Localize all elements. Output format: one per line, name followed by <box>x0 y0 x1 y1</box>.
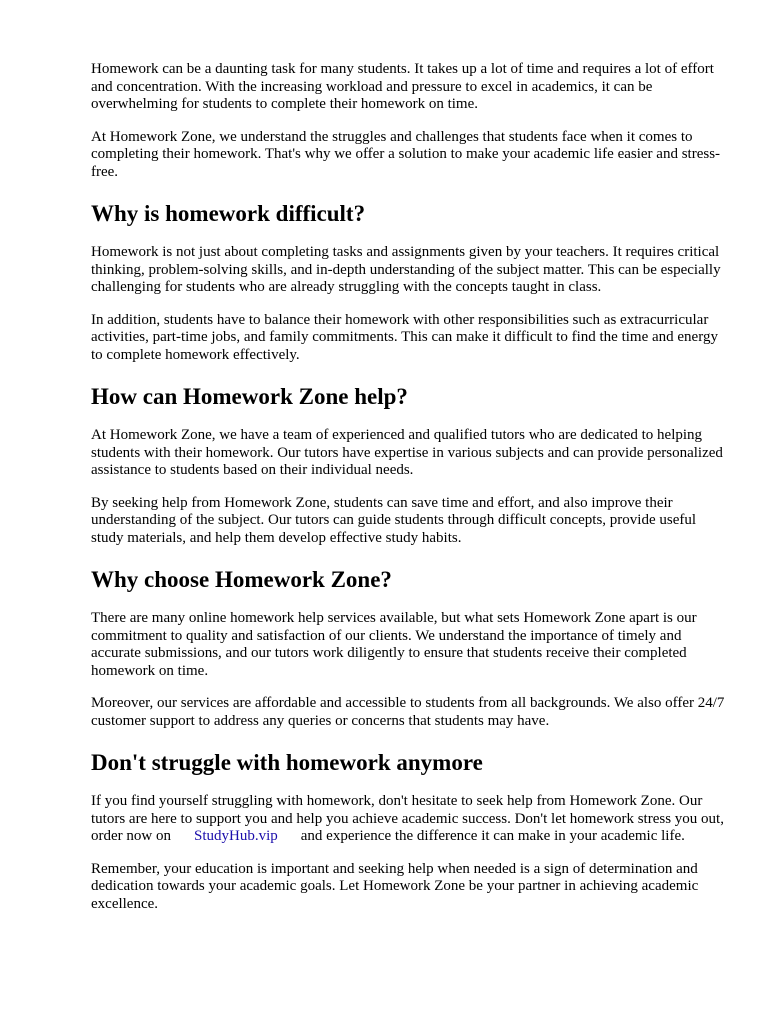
paragraph-difficult-2: In addition, students have to balance their homework with other responsibilities such as extracurricular activities, part-time jobs, and family commitments. This can make it difficult to find the time and energy to complete homework effectively. <box>91 311 718 363</box>
paragraph-struggle-1 <box>91 793 728 846</box>
paragraph-help-1: At Homework Zone, we have a team of experienced and qualified tutors who are dedicated to helping students with their homework. Our tutors have expertise in various subjects and can provide personalized assistance to students based on their individual needs. <box>91 427 723 478</box>
paragraph-help-2: By seeking help from Homework Zone, students can save time and effort, and also improve their understanding of the subject. Our tutors can guide students through difficult concepts, provide useful study materials, and help them develop effective study habits. <box>91 494 697 546</box>
studyhub-link[interactable]: StudyHub.vip <box>193 828 278 844</box>
heading-why-choose: Why choose Homework Zone? <box>91 567 392 592</box>
paragraph-struggle-2: Remember, your education is important and seeking help when needed is a sign of determination and dedication towards your academic goals. Let Homework Zone be your partner in achieving academic excellence. <box>91 860 699 912</box>
heading-why-difficult: Why is homework difficult? <box>91 201 366 226</box>
paragraph-difficult-1: Homework is not just about completing tasks and assignments given by your teachers. It requires critical thinking, problem-solving skills, and in-depth understanding of the subject matter. This can be especially challenging for students who are already struggling with the concepts taught in class. <box>91 244 721 295</box>
paragraph-choose-1: There are many online homework help services available, but what sets Homework Zone apart is our commitment to quality and satisfaction of our clients. We understand the importance of timely and accurate submissions, and our tutors work diligently to ensure that students receive their completed homework on time. <box>91 610 697 679</box>
heading-dont-struggle: Don't struggle with homework anymore <box>91 750 483 775</box>
paragraph-struggle-text-after: and experience the difference it can make in your academic life. <box>300 828 685 844</box>
heading-how-help: How can Homework Zone help? <box>91 384 408 409</box>
paragraph-intro-2: At Homework Zone, we understand the struggles and challenges that students face when it comes to completing their homework. That's why we offer a solution to make your academic life easier and stress-free. <box>91 128 721 180</box>
paragraph-intro-1: Homework can be a daunting task for many students. It takes up a lot of time and requires a lot of effort and concentration. With the increasing workload and pressure to excel in academics, it can be overwhelming for students to complete their homework on time. <box>91 61 714 112</box>
paragraph-struggle-text-before: If you find yourself struggling with homework, don't hesitate to seek help from Homework Zone. Our tutors are here to support you and help you achieve academic success. Don't let homework stress you out, order now on <box>91 793 724 844</box>
paragraph-choose-2: Moreover, our services are affordable and accessible to students from all backgrounds. We also offer 24/7 customer support to address any queries or concerns that students may have. <box>91 695 725 729</box>
